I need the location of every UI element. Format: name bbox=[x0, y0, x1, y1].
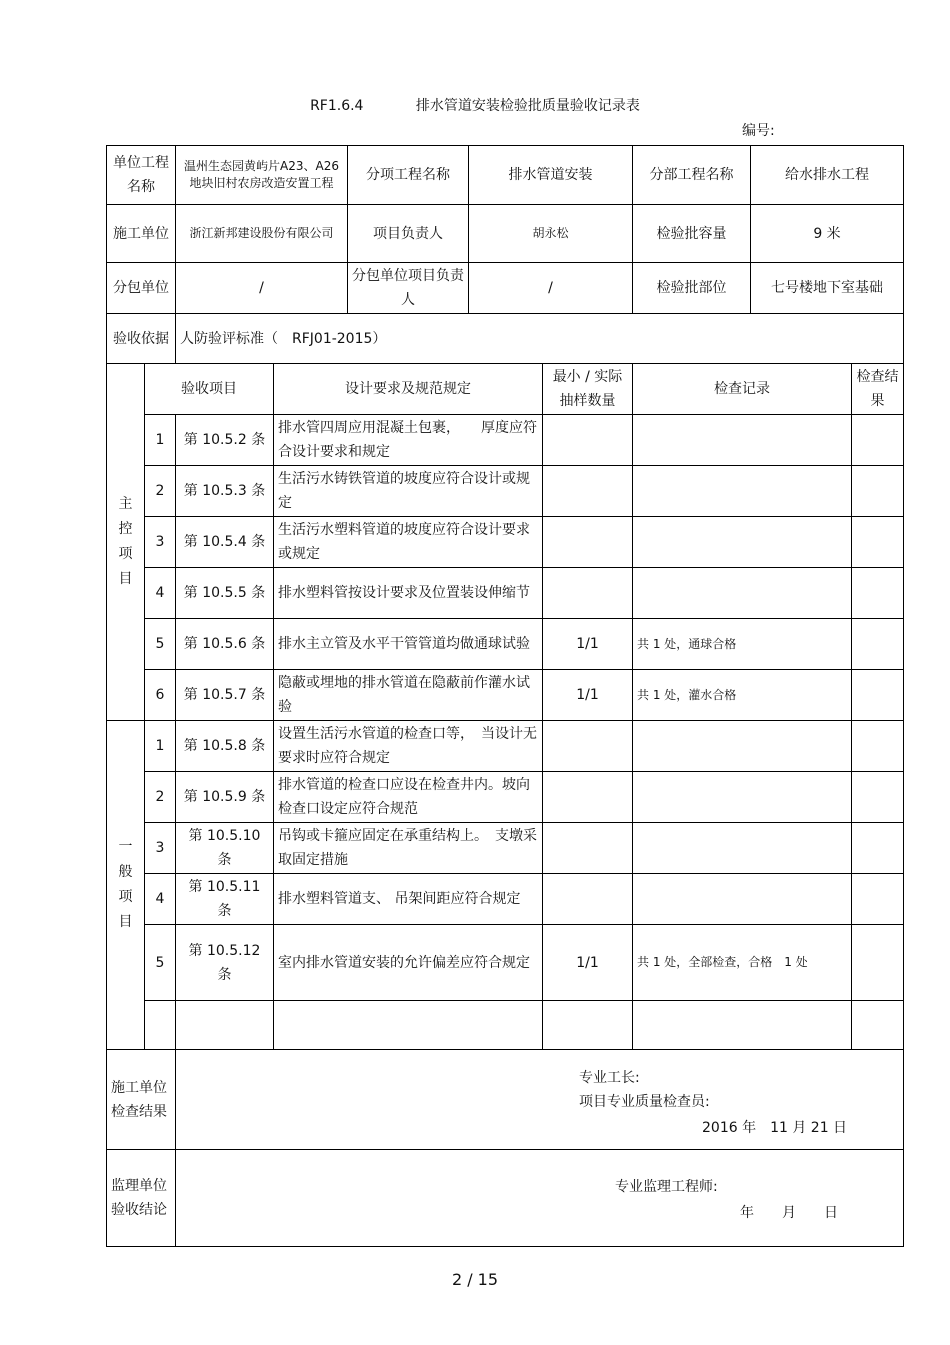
check-result bbox=[852, 925, 904, 1001]
row-number: 4 bbox=[145, 874, 176, 925]
supervision-sign-area bbox=[176, 1150, 904, 1247]
col-header-requirement: 设计要求及规范规定 bbox=[274, 364, 543, 415]
check-record bbox=[633, 823, 852, 874]
clause: 第 10.5.5 条 bbox=[176, 568, 274, 619]
sub-division-label: 分部工程名称 bbox=[633, 146, 751, 205]
table-row-empty bbox=[107, 1001, 904, 1050]
check-record bbox=[633, 466, 852, 517]
table-row bbox=[107, 415, 904, 466]
col-header-record: 检查记录 bbox=[633, 364, 852, 415]
clause: 第 10.5.11 条 bbox=[176, 874, 274, 925]
row-number: 3 bbox=[145, 517, 176, 568]
unit-project-label: 单位工程名称 bbox=[107, 146, 176, 205]
clause: 第 10.5.6 条 bbox=[176, 619, 274, 670]
basis-label: 验收依据 bbox=[107, 314, 176, 364]
table-row bbox=[107, 721, 904, 772]
page-number: 2 / 15 bbox=[451, 1270, 499, 1289]
supervision-label: 监理单位验收结论 bbox=[107, 1150, 176, 1247]
requirement: 排水管道的检查口应设在检查井内。坡向检查口设定应符合规范 bbox=[274, 772, 543, 823]
requirement: 排水管四周应用混凝土包裹， 厚度应符合设计要求和规定 bbox=[274, 415, 543, 466]
project-manager-value: 胡永松 bbox=[469, 205, 633, 263]
general-items-label: 一 般 项 目 bbox=[107, 721, 145, 1050]
serial-number-label: 编号: bbox=[742, 123, 775, 139]
table-row bbox=[107, 619, 904, 670]
form-title: 排水管道安装检验批质量验收记录表 bbox=[415, 98, 640, 114]
subcontract-manager-value: / bbox=[469, 263, 633, 314]
construction-check-date: 2016 年 11 月 21 日 bbox=[702, 1120, 848, 1136]
row-number: 2 bbox=[145, 772, 176, 823]
sample-count bbox=[543, 415, 633, 466]
table-row bbox=[107, 925, 904, 1001]
check-result bbox=[852, 772, 904, 823]
requirement: 隐蔽或埋地的排水管道在隐蔽前作灌水试验 bbox=[274, 670, 543, 721]
sample-count bbox=[543, 823, 633, 874]
sample-count: 1/1 bbox=[543, 670, 633, 721]
clause bbox=[176, 1001, 274, 1050]
check-result bbox=[852, 721, 904, 772]
check-record bbox=[633, 568, 852, 619]
batch-capacity-value: 9 米 bbox=[751, 205, 904, 263]
check-result bbox=[852, 670, 904, 721]
check-record bbox=[633, 721, 852, 772]
check-record: 共 1 处，灌水合格 bbox=[633, 670, 852, 721]
construction-check-sign-area bbox=[176, 1050, 904, 1150]
check-result bbox=[852, 874, 904, 925]
sub-item-value: 排水管道安装 bbox=[469, 146, 633, 205]
supervising-engineer-label: 专业监理工程师: bbox=[615, 1179, 718, 1195]
sample-count bbox=[543, 1001, 633, 1050]
requirement: 生活污水塑料管道的坡度应符合设计要求或规定 bbox=[274, 517, 543, 568]
sub-division-value: 给水排水工程 bbox=[751, 146, 904, 205]
subcontract-value: / bbox=[176, 263, 348, 314]
check-record bbox=[633, 874, 852, 925]
row-number: 4 bbox=[145, 568, 176, 619]
row-number: 6 bbox=[145, 670, 176, 721]
form-code: RF1.6.4 bbox=[310, 98, 364, 114]
check-result bbox=[852, 619, 904, 670]
check-record: 共 1 处，全部检查，合格 1 处 bbox=[633, 925, 852, 1001]
sample-count bbox=[543, 874, 633, 925]
main-control-label: 主 控 项 目 bbox=[107, 364, 145, 721]
inspection-record-table bbox=[106, 145, 904, 1247]
batch-location-label: 检验批部位 bbox=[633, 263, 751, 314]
clause: 第 10.5.7 条 bbox=[176, 670, 274, 721]
row-number: 5 bbox=[145, 619, 176, 670]
clause: 第 10.5.3 条 bbox=[176, 466, 274, 517]
batch-location-value: 七号楼地下室基础 bbox=[751, 263, 904, 314]
unit-project-value: 温州生态园黄屿片A23、A26地块旧村农房改造安置工程 bbox=[176, 146, 348, 205]
sample-count bbox=[543, 721, 633, 772]
check-record bbox=[633, 517, 852, 568]
subcontract-manager-label: 分包单位项目负责人 bbox=[348, 263, 469, 314]
basis-value: 人防验评标准（ RFJ01-2015） bbox=[176, 314, 904, 364]
clause: 第 10.5.8 条 bbox=[176, 721, 274, 772]
requirement: 排水塑料管道支、 吊架间距应符合规定 bbox=[274, 874, 543, 925]
table-row bbox=[107, 772, 904, 823]
row-number: 1 bbox=[145, 721, 176, 772]
requirement: 室内排水管道安装的允许偏差应符合规定 bbox=[274, 925, 543, 1001]
check-result bbox=[852, 466, 904, 517]
check-result bbox=[852, 1001, 904, 1050]
project-manager-label: 项目负责人 bbox=[348, 205, 469, 263]
foreman-label: 专业工长: bbox=[579, 1070, 640, 1086]
col-header-sample: 最小 / 实际抽样数量 bbox=[543, 364, 633, 415]
construction-unit-value: 浙江新邦建设股份有限公司 bbox=[176, 205, 348, 263]
row-number: 5 bbox=[145, 925, 176, 1001]
requirement bbox=[274, 1001, 543, 1050]
row-number: 1 bbox=[145, 415, 176, 466]
subcontract-label: 分包单位 bbox=[107, 263, 176, 314]
form-title-line bbox=[0, 95, 950, 115]
table-row bbox=[107, 823, 904, 874]
check-result bbox=[852, 517, 904, 568]
check-result bbox=[852, 415, 904, 466]
sub-item-label: 分项工程名称 bbox=[348, 146, 469, 205]
table-row bbox=[107, 466, 904, 517]
table-row bbox=[107, 568, 904, 619]
clause: 第 10.5.2 条 bbox=[176, 415, 274, 466]
col-header-item: 验收项目 bbox=[145, 364, 274, 415]
sample-count bbox=[543, 772, 633, 823]
check-result bbox=[852, 823, 904, 874]
construction-unit-label: 施工单位 bbox=[107, 205, 176, 263]
requirement: 排水塑料管按设计要求及位置装设伸缩节 bbox=[274, 568, 543, 619]
requirement: 设置生活污水管道的检查口等， 当设计无要求时应符合规定 bbox=[274, 721, 543, 772]
clause: 第 10.5.10 条 bbox=[176, 823, 274, 874]
row-number: 3 bbox=[145, 823, 176, 874]
quality-inspector-label: 项目专业质量检查员: bbox=[579, 1094, 710, 1110]
check-record bbox=[633, 1001, 852, 1050]
row-number bbox=[145, 1001, 176, 1050]
row-number: 2 bbox=[145, 466, 176, 517]
clause: 第 10.5.9 条 bbox=[176, 772, 274, 823]
col-header-result: 检查结果 bbox=[852, 364, 904, 415]
requirement: 排水主立管及水平干管管道均做通球试验 bbox=[274, 619, 543, 670]
check-record bbox=[633, 415, 852, 466]
supervision-date: 年 月 日 bbox=[740, 1205, 838, 1221]
sample-count bbox=[543, 466, 633, 517]
check-record: 共 1 处，通球合格 bbox=[633, 619, 852, 670]
clause: 第 10.5.12 条 bbox=[176, 925, 274, 1001]
sample-count: 1/1 bbox=[543, 619, 633, 670]
batch-capacity-label: 检验批容量 bbox=[633, 205, 751, 263]
check-record bbox=[633, 772, 852, 823]
sample-count bbox=[543, 568, 633, 619]
construction-check-label: 施工单位检查结果 bbox=[107, 1050, 176, 1150]
table-row bbox=[107, 874, 904, 925]
requirement: 吊钩或卡箍应固定在承重结构上。 支墩采取固定措施 bbox=[274, 823, 543, 874]
sample-count bbox=[543, 517, 633, 568]
check-result bbox=[852, 568, 904, 619]
sample-count: 1/1 bbox=[543, 925, 633, 1001]
clause: 第 10.5.4 条 bbox=[176, 517, 274, 568]
requirement: 生活污水铸铁管道的坡度应符合设计或规定 bbox=[274, 466, 543, 517]
table-row bbox=[107, 670, 904, 721]
table-row bbox=[107, 517, 904, 568]
